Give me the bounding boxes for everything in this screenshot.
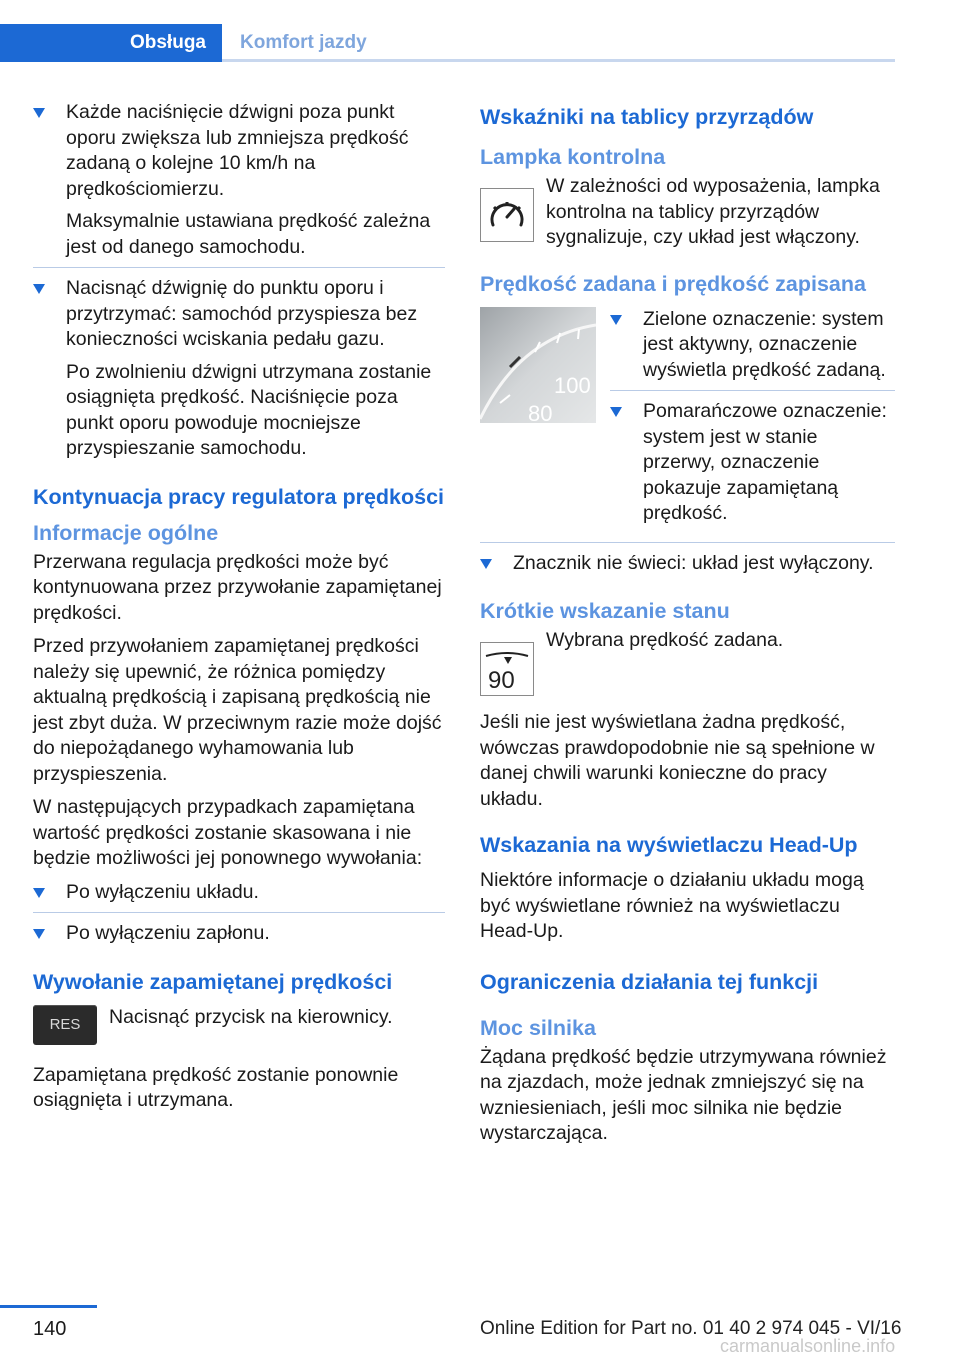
speed-bullets — [610, 307, 895, 534]
triangle-bullet-icon — [610, 407, 622, 417]
lamp-row — [480, 174, 895, 251]
list-item — [610, 307, 895, 384]
heading-recall: Wywołanie zapamiętanej prędkości — [33, 969, 393, 994]
watermark: carmanualsonline.info — [720, 1336, 896, 1356]
subheading-power: Moc silnika — [480, 1015, 596, 1040]
left-column — [33, 100, 445, 1122]
lamp-text: W zależności od wyposażenia, lampka kontrolna na tablicy przyrządów sygnalizuje, czy układ jest włączony. — [546, 175, 880, 248]
subheading-speed: Prędkość zadana i prędkość zapisana — [480, 271, 866, 296]
list-item — [33, 100, 445, 260]
list-item — [33, 921, 445, 947]
heading-indicators: Wskaźniki na tablicy przyrządów — [480, 105, 814, 129]
divider — [33, 267, 445, 268]
tab-obsluga[interactable]: Obsługa — [0, 24, 222, 62]
edition-text: Online Edition for Part no. 01 40 2 974 045 - VI/16 — [480, 1318, 902, 1339]
cruise-control-lamp-icon — [480, 188, 534, 242]
triangle-bullet-icon — [33, 284, 45, 294]
paragraph: Przerwana regulacja prędkości może być kontynuowana przez przywołanie zapamiętanej prędkości. — [33, 550, 442, 624]
header-tabs — [0, 24, 895, 62]
footer-accent-line — [0, 1305, 97, 1308]
divider — [480, 542, 895, 543]
bullet-text: Po wyłączeniu układu. — [66, 880, 259, 903]
list-item — [610, 399, 895, 527]
paragraph: Żądana prędkość będzie utrzymywana również na zjazdach, może jednak zmniejszyć się na wzniesieniach, jeśli moc silnika nie będzie wystarczająca. — [480, 1045, 887, 1144]
list-item — [33, 276, 445, 462]
paragraph: Jeśli nie jest wyświetlana żadna prędkość, wówczas prawdopodobnie nie są spełnione w danej chwili warunki konieczne do pracy układu. — [480, 711, 875, 810]
triangle-bullet-icon — [33, 108, 45, 118]
short-value: 90 — [488, 667, 515, 694]
speedo-label-80: 80 — [528, 400, 553, 423]
bullet-text: Zielone oznaczenie: system jest aktywny, oznaczenie wyświetla prędkość zadaną. — [643, 307, 886, 381]
paragraph: Zapamiętana prędkość zostanie ponownie osiągnięta i utrzymana. — [33, 1063, 399, 1111]
res-row — [33, 1005, 445, 1045]
divider — [610, 390, 895, 391]
speedo-row — [480, 307, 895, 534]
paragraph: Niektóre informacje o działaniu układu mogą być wyświetlane również na wyświetlaczu Head-Up. — [480, 869, 864, 942]
bullet-text: Nacisnąć dźwignię do punktu oporu i przytrzymać: samochód przyspiesza bez konieczności wciskania pedału gazu. — [66, 277, 418, 350]
right-column — [480, 100, 895, 1155]
paragraph: Przed przywołaniem zapamiętanej prędkości należy się upewnić, że różnica pomiędzy aktualną prędkością i zapisaną prędkością nie jest zbyt duża. W przeciwnym razie może dojść do niepożądanego wyhamowania lub przyspieszenia. — [33, 635, 442, 785]
speedometer-image — [480, 307, 596, 423]
subheading-short: Krótkie wskazanie stanu — [480, 599, 730, 623]
short-text: Wybrana prędkość zadana. — [546, 629, 784, 651]
bullet-subtext: Po zwolnieniu dźwigni utrzymana zostanie osiągnięta prędkość. Naciśnięcie poza punkt oporu powoduje mocniejsze przyspieszanie samochodu. — [66, 360, 432, 459]
bullet-subtext: Maksymalnie ustawiana prędkość zależna jest od danego samochodu. — [66, 210, 431, 258]
heading-limits: Ograniczenia działania tej funkcji — [480, 969, 819, 994]
bullet-text: Znacznik nie świeci: układ jest wyłączony. — [513, 551, 874, 574]
speedo-label-100: 100 — [554, 372, 591, 398]
subheading-lamp: Lampka kontrolna — [480, 145, 666, 169]
short-status-icon — [480, 642, 534, 696]
triangle-bullet-icon — [610, 315, 622, 325]
list-item — [480, 551, 895, 577]
res-text: Nacisnąć przycisk na kierownicy. — [109, 1005, 393, 1028]
triangle-bullet-icon — [33, 888, 45, 898]
short-row — [480, 628, 895, 696]
bullet-text: Pomarańczowe oznaczenie: system jest w stanie przerwy, oznaczenie pokazuje zapamiętaną prędkość. — [643, 400, 887, 524]
divider — [33, 912, 445, 913]
res-button-icon: RES — [33, 1005, 97, 1045]
bullet-text: Każde naciśnięcie dźwigni poza punkt oporu zwiększa lub zmniejsza prędkość zadaną o kolejne 10 km/h na prędkościomierzu. — [66, 101, 409, 200]
bullet-text: Po wyłączeniu zapłonu. — [66, 922, 270, 944]
subheading-general: Informacje ogólne — [33, 520, 219, 545]
heading-hud: Wskazania na wyświetlaczu Head-Up — [480, 833, 858, 857]
triangle-bullet-icon — [33, 929, 45, 939]
heading-resume: Kontynuacja pracy regulatora prędkości — [33, 484, 445, 509]
triangle-bullet-icon — [480, 559, 492, 569]
tab-komfort-jazdy[interactable]: Komfort jazdy — [240, 32, 367, 53]
list-item — [33, 880, 445, 906]
paragraph: W następujących przypadkach zapamiętana wartość prędkości zostanie skasowana i nie będzie możliwości jej ponownego wywołania: — [33, 796, 423, 869]
page-number: 140 — [33, 1318, 67, 1340]
header-underline — [222, 59, 895, 62]
